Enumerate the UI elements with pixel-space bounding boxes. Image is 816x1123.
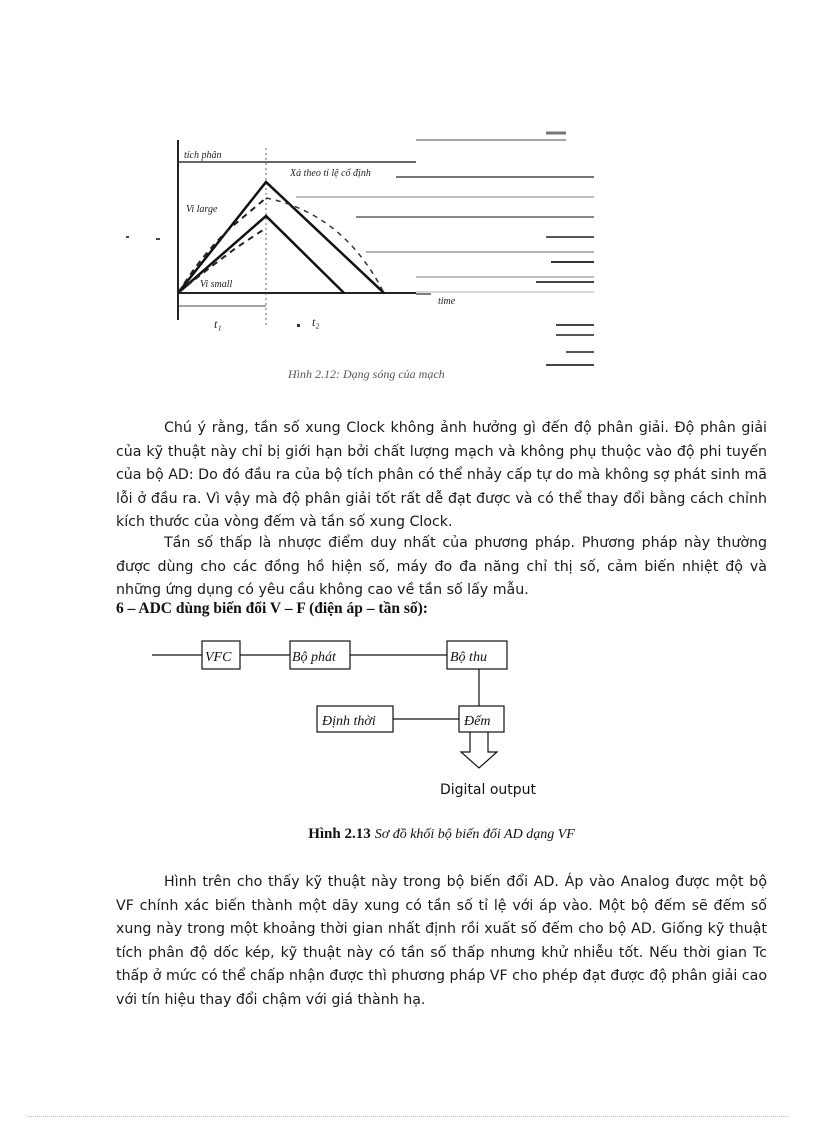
output-arrow [461, 732, 497, 768]
scan-artifacts-left [126, 236, 160, 240]
paragraph-3-text: Hình trên cho thấy kỹ thuật này trong bộ biến đổi AD. Áp vào Analog được một bộ VF chính xác biến thành một dãy xung có tần số tỉ lệ với áp vào. Một bộ đếm sẽ đếm số xung này trong một khoảng thời gian nhất định rồi xuất số đếm cho bộ AD. Giống kỹ thuật tích phân độ dốc kép, kỹ thuật này có tần số thấp nhưng khử nhiễu tốt. Nếu thời gian Tc thấp ở mức có thể chấp nhận được thì phương pháp VF cho phép đạt được độ phân giải cao với tín hiệu thay đổi chậm với giá thành hạ. [116, 874, 767, 1008]
bo-thu-label: Bộ thu [450, 650, 487, 665]
dinh-thoi-label: Định thời [322, 714, 376, 729]
vi-small-label: Vi small [200, 279, 233, 290]
discharge-dashed-curve [266, 198, 384, 293]
t2-tick [297, 324, 300, 327]
time-label: time [438, 296, 456, 307]
discharge-label: Xả theo tỉ lệ cố định [290, 168, 371, 179]
waveform-figure [116, 128, 606, 393]
dem-label: Đếm [464, 714, 491, 729]
figure-1-caption: Hình 2.12: Dạng sóng của mạch [288, 367, 445, 381]
section-heading: 6 – ADC dùng biến đổi V – F (điện áp – tần số): [116, 600, 428, 617]
t2-label: t₂ [312, 315, 320, 329]
figure-2-caption-number: Hình 2.13 [308, 826, 371, 842]
paragraph-2-text: Tần số thấp là nhược điểm duy nhất của phương pháp. Phương pháp này thường được dùng cho các đồng hồ hiện số, máy đo đa năng chỉ thị số, cảm biến nhiệt độ và những ứng dụng có yêu cầu không cao về tần số lấy mẫu. [116, 535, 767, 598]
paragraph-1-text: Chú ý rằng, tần số xung Clock không ảnh hưởng gì đến độ phân giải. Độ phân giải của kỹ thuật này chỉ bị giới hạn bởi chất lượng mạch và không phụ thuộc vào độ phi tuyến của bộ AD: Do đó đầu ra của bộ tích phân có thể nhảy cấp tự do mà không sợ phát sinh mã lỗi ở đầu ra. Vì vậy mà độ phân giải tốt rất dễ đạt được và có thể thay đổi bằng cách chỉnh kích thước của vòng đếm và tần số xung Clock. [116, 420, 767, 530]
paragraph-3 [116, 871, 767, 1012]
tich-phan-label: tích phân [184, 150, 222, 161]
block-diagram [148, 636, 568, 806]
digital-output-label: Digital output [440, 782, 537, 798]
vfc-label: VFC [205, 650, 232, 665]
vi-large-label: Vi large [186, 204, 218, 215]
page-bottom-rule [28, 1116, 788, 1117]
bo-phat-label: Bộ phát [292, 650, 336, 665]
paragraph-1 [116, 417, 767, 535]
paragraph-2 [116, 532, 767, 603]
t1-label: t₁ [214, 317, 222, 331]
figure-2-caption [116, 825, 767, 843]
vi-large-waveform [178, 182, 384, 293]
figure-2-caption-text: Sơ đồ khối bộ biến đổi AD dạng VF [374, 827, 575, 842]
